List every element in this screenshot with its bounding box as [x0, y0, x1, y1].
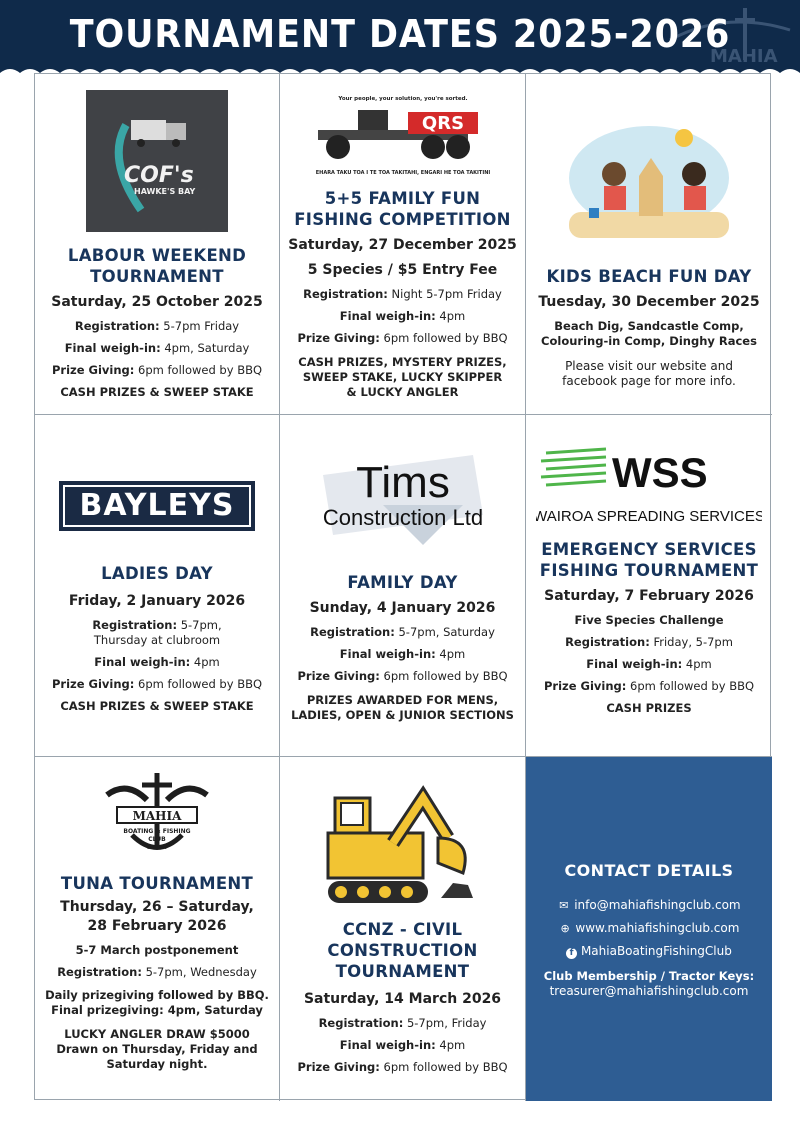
envelope-icon: ✉ — [559, 899, 569, 912]
event-card-family-day — [280, 415, 526, 757]
event-more-info: Please visit our website and facebook page for more info. — [562, 359, 736, 388]
registration-info: Registration: 5-7pm, Thursday at clubroom — [92, 618, 222, 647]
globe-icon: ⊕ — [560, 922, 570, 935]
event-date: Tuesday, 30 December 2025 — [538, 294, 760, 310]
svg-text:MAHIA: MAHIA — [132, 809, 182, 823]
kids-sandcastle-illustration — [559, 116, 739, 246]
registration-info: Registration: 5-7pm, Saturday — [310, 625, 495, 639]
svg-text:Construction Ltd: Construction Ltd — [322, 505, 483, 530]
svg-text:WAIROA SPREADING SERVICES: WAIROA SPREADING SERVICES — [536, 508, 762, 525]
truck-icon — [86, 90, 228, 232]
event-prizes-note: CASH PRIZES, MYSTERY PRIZES, SWEEP STAKE, LUCKY SKIPPER & LUCKY ANGLER — [298, 355, 507, 399]
event-subtitle: 5 Species / $5 Entry Fee — [307, 262, 498, 278]
svg-text:HAWKE'S BAY: HAWKE'S BAY — [134, 187, 196, 196]
svg-text:CLUB: CLUB — [148, 836, 166, 843]
event-prizes-note: LUCKY ANGLER DRAW $5000 Drawn on Thursday, Friday and Saturday night. — [56, 1027, 258, 1071]
event-title: CCNZ - CIVIL CONSTRUCTION TOURNAMENT — [327, 920, 478, 981]
event-prizes-note: CASH PRIZES — [606, 701, 692, 715]
prize-giving-info: Prize Giving: 6pm followed by BBQ — [297, 1060, 508, 1074]
event-prizes-note: PRIZES AWARDED FOR MENS, LADIES, OPEN & JUNIOR SECTIONS — [291, 693, 514, 722]
grader-icon — [298, 90, 508, 178]
svg-text:COF's: COF's — [124, 163, 194, 188]
event-date: Saturday, 7 February 2026 — [544, 588, 754, 604]
prize-giving-info: Prize Giving: 6pm followed by BBQ — [51, 363, 263, 377]
svg-text:BOATING & FISHING: BOATING & FISHING — [123, 828, 191, 835]
contact-email[interactable]: ✉ info@mahiafishingclub.com — [559, 898, 741, 912]
event-date: Friday, 2 January 2026 — [68, 593, 246, 609]
svg-text:Your people, your solution, yo: Your people, your solution, you're sorted. — [337, 96, 468, 102]
weigh-in-info: Final weigh-in: 4pm — [339, 1038, 466, 1052]
event-card-kids-beach — [526, 74, 772, 415]
event-card-ladies-day — [35, 415, 280, 757]
event-title: TUNA TOURNAMENT — [60, 874, 254, 893]
bayleys-logo: BAYLEYS — [59, 481, 255, 531]
event-card-tuna — [35, 757, 280, 1101]
weigh-in-info: Final weigh-in: 4pm — [339, 309, 466, 323]
svg-text:MAHIA: MAHIA — [710, 46, 778, 67]
membership-label: Club Membership / Tractor Keys: — [543, 969, 755, 983]
page-header — [0, 0, 800, 78]
event-title: KIDS BEACH FUN DAY — [546, 267, 752, 286]
events-grid — [34, 73, 771, 1100]
event-date: Sunday, 4 January 2026 — [309, 600, 496, 616]
contact-title: CONTACT DETAILS — [564, 861, 734, 880]
wss-logo — [536, 435, 762, 535]
weigh-in-info: Final weigh-in: 4pm — [94, 655, 220, 669]
event-postponement: 5-7 March postponement — [75, 943, 239, 957]
event-card-ccnz — [280, 757, 526, 1101]
event-date: Thursday, 26 – Saturday, 28 February 2026 — [60, 899, 254, 934]
registration-info: Registration: 5-7pm Friday — [74, 319, 240, 333]
weigh-in-info: Final weigh-in: 4pm, Saturday — [64, 341, 250, 355]
registration-info: Registration: 5-7pm, Friday — [318, 1016, 487, 1030]
svg-text:WSS: WSS — [612, 449, 708, 496]
event-title: LADIES DAY — [101, 564, 213, 583]
svg-text:Tims: Tims — [355, 458, 450, 507]
cofs-logo — [86, 90, 228, 232]
svg-text:EST. 1960: EST. 1960 — [147, 845, 167, 850]
prize-giving-info: Prize Giving: 6pm followed by BBQ — [543, 679, 755, 693]
event-date: Saturday, 25 October 2025 — [51, 294, 263, 310]
event-prizes-note: CASH PRIZES & SWEEP STAKE — [60, 385, 254, 399]
qrs-logo — [298, 90, 508, 178]
prize-giving-info: Prize Giving: 6pm followed by BBQ — [297, 331, 508, 345]
event-date: Saturday, 27 December 2025 — [288, 237, 517, 253]
mahia-club-logo — [102, 765, 212, 865]
contact-website[interactable]: ⊕ www.mahiafishingclub.com — [560, 921, 740, 935]
event-date: Saturday, 14 March 2026 — [303, 991, 502, 1007]
event-card-emergency-services — [526, 415, 772, 757]
contact-details-panel — [526, 757, 772, 1101]
event-title: 5+5 FAMILY FUN FISHING COMPETITION — [294, 189, 511, 229]
prize-giving-info: Prize Giving: 6pm followed by BBQ — [297, 669, 508, 683]
event-title: EMERGENCY SERVICES FISHING TOURNAMENT — [539, 540, 759, 580]
weigh-in-info: Final weigh-in: 4pm — [586, 657, 712, 671]
contact-facebook[interactable]: f MahiaBoatingFishingClub — [526, 944, 772, 959]
page-title: TOURNAMENT DATES 2025-2026 — [69, 12, 731, 56]
weigh-in-info: Final weigh-in: 4pm — [339, 647, 466, 661]
event-card-family-fun — [280, 74, 526, 415]
event-card-labour-weekend — [35, 74, 280, 415]
event-subtitle: Five Species Challenge — [574, 613, 724, 627]
registration-info: Registration: 5-7pm, Wednesday — [57, 965, 257, 979]
svg-text:QRS: QRS — [421, 113, 464, 134]
registration-info: Registration: Night 5-7pm Friday — [303, 287, 502, 301]
prize-giving-info: Prize Giving: 6pm followed by BBQ — [51, 677, 263, 691]
event-prizegiving-info: Daily prizegiving followed by BBQ. Final prizegiving: 4pm, Saturday — [45, 988, 269, 1017]
event-title: FAMILY DAY — [347, 573, 458, 592]
registration-info: Registration: Friday, 5-7pm — [565, 635, 733, 649]
event-title: LABOUR WEEKEND TOURNAMENT — [67, 246, 247, 286]
event-activities: Beach Dig, Sandcastle Comp, Colouring-in Comp, Dinghy Races — [541, 319, 757, 348]
tims-construction-logo — [293, 445, 513, 565]
event-prizes-note: CASH PRIZES & SWEEP STAKE — [60, 699, 254, 713]
facebook-icon: f — [566, 948, 577, 959]
excavator-illustration — [323, 783, 483, 913]
svg-text:EHARA TAKU TOA I TE TOA TAKITA: EHARA TAKU TOA I TE TOA TAKITAHI, ENGARI HE TOA TAKITINI — [315, 170, 490, 176]
membership-email[interactable]: treasurer@mahiafishingclub.com — [549, 984, 749, 998]
